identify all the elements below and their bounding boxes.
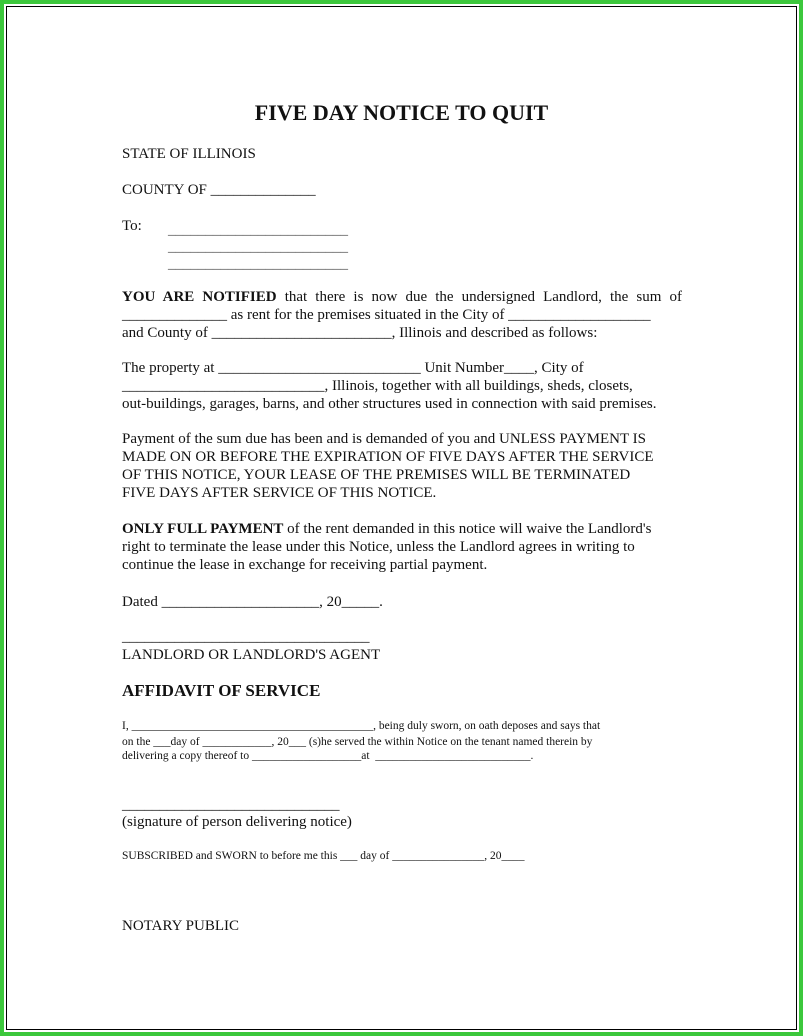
landlord-signature-line: _________________________________ [122, 629, 370, 645]
notice-rest: that there is now due the undersigned Landlord, the sum of [276, 289, 683, 305]
document-title: FIVE DAY NOTICE TO QUIT [254, 100, 549, 125]
to-address-line-2: ________________________ [168, 239, 348, 255]
property-line-1: The property at ___________________________ Unit Number____, City of [122, 360, 584, 376]
affidavit-line-2: on the ___day of ____________, 20___ (s)he served the within Notice on the tenant named therein by [122, 736, 593, 748]
subscribed-line: SUBSCRIBED and SWORN to before me this ___ day of ________________, 20____ [122, 850, 525, 862]
full-payment-line-2: right to terminate the lease under this Notice, unless the Landlord agrees in writing to [122, 539, 635, 555]
county-line: COUNTY OF ______________ [122, 182, 316, 198]
affidavit-line-3: delivering a copy thereof to ___________________at ___________________________. [122, 750, 534, 762]
state-line: STATE OF ILLINOIS [122, 146, 256, 162]
server-signature-label: (signature of person delivering notice) [122, 814, 352, 830]
to-address-line-1: ________________________ [168, 222, 348, 238]
payment-line-4: FIVE DAYS AFTER SERVICE OF THIS NOTICE. [122, 485, 437, 501]
landlord-label: LANDLORD OR LANDLORD'S AGENT [122, 647, 381, 663]
notary-label: NOTARY PUBLIC [122, 918, 240, 934]
notice-paragraph [122, 288, 682, 342]
affidavit-title: AFFIDAVIT OF SERVICE [122, 681, 321, 700]
server-signature-line: _____________________________ [122, 797, 340, 813]
property-line-2: ___________________________, Illinois, together with all buildings, sheds, closets, [122, 378, 633, 394]
full-payment-line-3: continue the lease in exchange for receiving partial payment. [122, 557, 488, 573]
notice-line-2: ______________ as rent for the premises situated in the City of ___________________ [122, 307, 651, 323]
property-line-3: out-buildings, garages, barns, and other structures used in connection with said premises. [122, 396, 657, 412]
payment-line-3: OF THIS NOTICE, YOUR LEASE OF THE PREMISES WILL BE TERMINATED [122, 467, 631, 483]
payment-paragraph [122, 430, 682, 502]
payment-line-2: MADE ON OR BEFORE THE EXPIRATION OF FIVE DAYS AFTER THE SERVICE [122, 449, 654, 465]
payment-line-1: Payment of the sum due has been and is demanded of you and UNLESS PAYMENT IS [122, 431, 646, 447]
dated-line: Dated _____________________, 20_____. [122, 594, 383, 610]
property-paragraph [122, 359, 682, 413]
to-label: To: [122, 218, 142, 234]
notice-line-3: and County of ________________________, Illinois and described as follows: [122, 325, 598, 341]
full-payment-paragraph [122, 520, 682, 574]
to-address-line-3: ________________________ [168, 256, 348, 272]
notice-bold: YOU ARE NOTIFIED [122, 289, 277, 305]
full-payment-bold: ONLY FULL PAYMENT [122, 521, 284, 537]
full-payment-line-1 [122, 520, 682, 538]
affidavit-line-1: I, __________________________________________, being duly sworn, on oath deposes and says that [122, 720, 601, 732]
full-payment-rest: of the rent demanded in this notice will waive the Landlord's [283, 521, 652, 537]
notice-line-1 [122, 288, 682, 306]
